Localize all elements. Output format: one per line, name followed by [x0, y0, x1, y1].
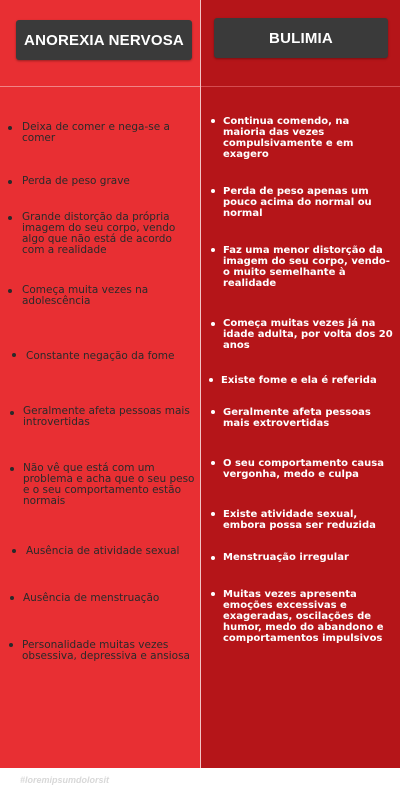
- bulimia-item: Faz uma menor distorção da imagem do seu corpo, vendo-o muito semelhante à realidade: [223, 245, 390, 289]
- anorexia-item: Ausência de atividade sexual: [26, 545, 180, 557]
- bullet-icon: [211, 410, 215, 414]
- bullet-icon: [10, 596, 14, 600]
- bullet-icon: [8, 126, 12, 130]
- anorexia-item: Deixa de comer e nega-se a comer: [22, 121, 170, 144]
- anorexia-item: Grande distorção da própria imagem do seu corpo, vendo algo que não está de acordo com a realidade: [22, 211, 176, 256]
- bullet-icon: [211, 322, 215, 326]
- bullet-icon: [211, 461, 215, 465]
- bulimia-item: O seu comportamento causa vergonha, medo e culpa: [223, 458, 384, 480]
- bullet-icon: [211, 189, 215, 193]
- bulimia-item: Geralmente afeta pessoas mais extrovertidas: [223, 407, 371, 429]
- anorexia-item: Constante negação da fome: [26, 350, 175, 362]
- anorexia-item: Ausência de menstruação: [23, 592, 160, 604]
- anorexia-header: ANOREXIA NERVOSA: [16, 20, 192, 60]
- bulimia-item: Continua comendo, na maioria das vezes compulsivamente e em exagero: [223, 116, 354, 160]
- bulimia-item: Muitas vezes apresenta emoções excessivas e exageradas, oscilações de humor, medo do abandono e comportamentos impulsivos: [223, 589, 384, 644]
- bullet-icon: [211, 248, 215, 252]
- anorexia-item: Não vê que está com um problema e acha que o seu peso e o seu comportamento estão normais: [23, 462, 195, 507]
- anorexia-item: Geralmente afeta pessoas mais introvertidas: [23, 405, 190, 428]
- bulimia-header-rule: [201, 86, 400, 87]
- bullet-icon: [10, 467, 14, 471]
- bullet-icon: [8, 289, 12, 293]
- anorexia-header-rule: [0, 86, 200, 87]
- bulimia-item: Existe atividade sexual, embora possa ser reduzida: [223, 509, 376, 531]
- bulimia-header: BULIMIA: [214, 18, 388, 58]
- bulimia-item: Começa muitas vezes já na idade adulta, por volta dos 20 anos: [223, 318, 393, 351]
- bullet-icon: [8, 180, 12, 184]
- bulimia-item: Existe fome e ela é referida: [221, 375, 377, 386]
- bullet-icon: [12, 549, 16, 553]
- bullet-icon: [9, 643, 13, 647]
- bullet-icon: [211, 556, 215, 560]
- anorexia-item: Personalidade muitas vezes obsessiva, depressiva e ansiosa: [22, 639, 190, 662]
- anorexia-item: Perda de peso grave: [22, 175, 130, 187]
- bulimia-item: Perda de peso apenas um pouco acima do normal ou normal: [223, 186, 372, 219]
- bullet-icon: [211, 512, 215, 516]
- anorexia-item: Começa muita vezes na adolescência: [22, 284, 149, 307]
- bullet-icon: [211, 119, 215, 123]
- bullet-icon: [209, 378, 213, 382]
- footer-hashtag: #loremipsumdolorsit: [20, 775, 110, 785]
- bullet-icon: [8, 216, 12, 220]
- bullet-icon: [211, 592, 215, 596]
- bulimia-item: Menstruação irregular: [223, 552, 349, 563]
- bullet-icon: [12, 353, 16, 357]
- bullet-icon: [10, 411, 14, 415]
